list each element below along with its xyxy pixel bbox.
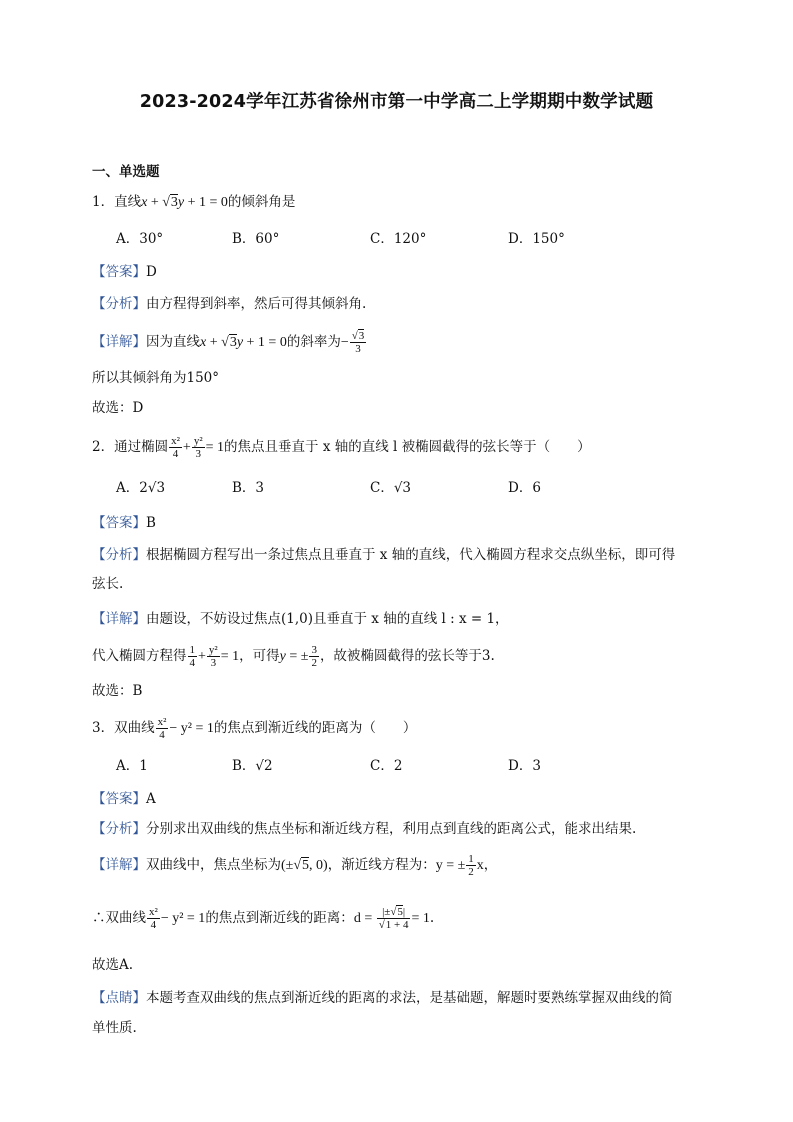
- q2-analysis: 【分析】根据椭圆方程写出一条过焦点且垂直于 x 轴的直线，代入椭圆方程求交点纵坐标，即可得: [92, 547, 676, 563]
- q2-option-b: B．3: [232, 480, 265, 496]
- q2-line2: 代入椭圆方程得 $\frac{1}{4}$ + $\frac{\text{y²}}{3}$ = 1，可得y = ± $\frac{3}{2}$ ，故被椭圆截得的弦长等于3.: [92, 644, 495, 669]
- slope-fraction: $\frac{√3}{3}$: [351, 330, 365, 355]
- q3-detail: 【详解】双曲线中，焦点坐标为(±√5, 0)，渐近线方程为：y = ± $\frac{1}{2}$ x，: [92, 853, 498, 878]
- q1-analysis: 【分析】由方程得到斜率，然后可得其倾斜角.: [92, 296, 367, 312]
- page-title: 2023-2024学年江苏省徐州市第一中学高二上学期期中数学试题: [139, 92, 654, 112]
- q2-detail: 【详解】由题设，不妨设过焦点(1,0)且垂直于 x 轴的直线 l : x = 1，: [92, 611, 509, 627]
- q2-option-d: D．6: [508, 480, 541, 496]
- q1-line2: 所以其倾斜角为150°: [92, 370, 220, 386]
- q3-line2: ∴双曲线 $\frac{\text{x²}}{4}$ − y² = 1的焦点到渐近线的距离：d = $\frac{|\pm√5|}{√1 + 4}$ = 1.: [92, 906, 435, 931]
- section-heading: 一、单选题: [92, 164, 160, 180]
- q3-option-b: B．√2: [232, 758, 273, 774]
- q3-analysis: 【分析】分别求出双曲线的焦点坐标和渐近线方程，利用点到直线的距离公式，能求出结果.: [92, 821, 637, 837]
- q3-conclusion: 故选A.: [92, 957, 134, 973]
- q1-option-a: A．30°: [116, 231, 164, 247]
- q3-answer: 【答案】A: [92, 791, 156, 807]
- q2-conclusion: 故选：B: [92, 683, 143, 699]
- q2-analysis-cont: 弦长.: [92, 576, 124, 592]
- q1-option-b: B．60°: [232, 231, 280, 247]
- q3-comment-cont: 单性质.: [92, 1020, 137, 1036]
- q1-stem: 1．直线x + √3y + 1 = 0的倾斜角是: [92, 194, 296, 210]
- q2-option-a: A．2√3: [116, 480, 166, 496]
- q2-answer: 【答案】B: [92, 515, 156, 531]
- q3-option-a: A．1: [116, 758, 148, 774]
- q2-stem: 2．通过椭圆 $\frac{\text{x²}}{4}$ + $\frac{\text{y²}}{3}$ = 1的焦点且垂直于 x 轴的直线 l 被椭圆截得的弦长等于（ ）: [92, 435, 591, 460]
- q1-detail: 【详解】因为直线x + √3y + 1 = 0的斜率为− $\frac{√3}{3}$: [92, 330, 365, 355]
- q1-option-d: D．150°: [508, 231, 565, 247]
- q3-comment: 【点睛】本题考查双曲线的焦点到渐近线的距离的求法，是基础题，解题时要熟练掌握双曲线的简: [92, 990, 673, 1006]
- q3-option-c: C．2: [370, 758, 403, 774]
- q3-option-d: D．3: [508, 758, 541, 774]
- q1-option-c: C．120°: [370, 231, 427, 247]
- distance-fraction: $\frac{|\pm√5|}{√1 + 4}$: [378, 906, 409, 931]
- q3-stem: 3．双曲线 $\frac{\text{x²}}{4}$ − y² = 1的焦点到渐近线的距离为（ ）: [92, 716, 417, 741]
- q1-conclusion: 故选：D: [92, 400, 144, 416]
- q1-answer: 【答案】D: [92, 264, 157, 280]
- q2-option-c: C．√3: [370, 480, 412, 496]
